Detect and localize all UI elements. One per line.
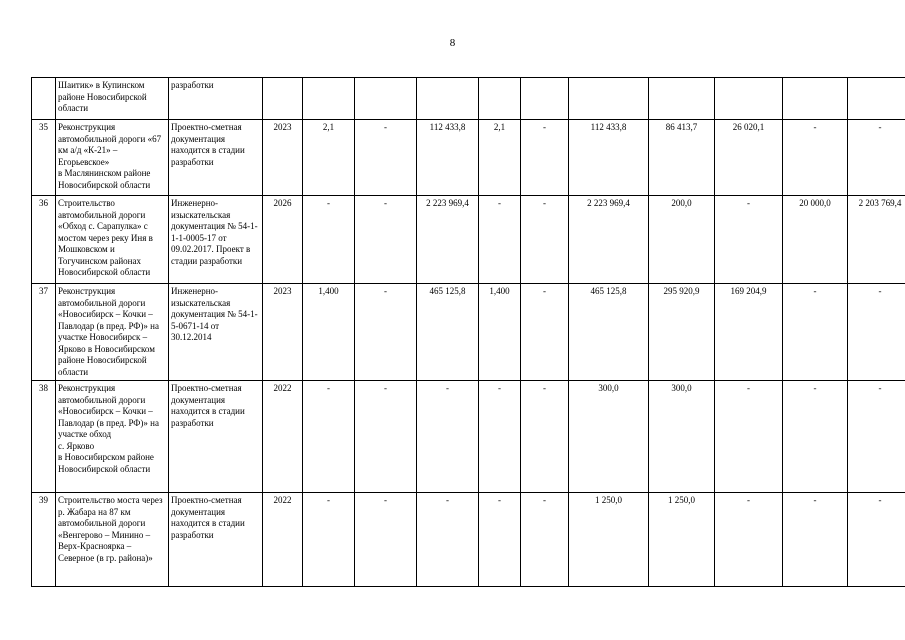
year-cell: 2023 [263, 284, 303, 381]
table-row [32, 120, 905, 196]
value-cell: 20 000,0 [783, 196, 848, 284]
row-number: 38 [32, 381, 56, 493]
value-cell [715, 78, 783, 120]
value-cell: 26 020,1 [715, 120, 783, 196]
year-cell [263, 78, 303, 120]
value-cell: - [355, 196, 417, 284]
value-cell [649, 78, 715, 120]
value-cell: - [479, 196, 521, 284]
page-number: 8 [449, 37, 456, 49]
documentation-status: Инженерно-изыскательская документация № 54-1-5-0671-14 от 30.12.2014 [169, 284, 263, 381]
value-cell: 86 413,7 [649, 120, 715, 196]
value-cell: - [715, 381, 783, 493]
value-cell: 295 920,9 [649, 284, 715, 381]
table-row [32, 381, 905, 493]
value-cell: - [521, 284, 569, 381]
value-cell: - [783, 120, 848, 196]
value-cell: - [417, 493, 479, 587]
value-cell [783, 78, 848, 120]
object-name: Шаитик» в Купинском районе Новосибирской области [56, 78, 169, 120]
documentation-status: Проектно-сметная документация находится в стадии разработки [169, 381, 263, 493]
value-cell: 2,1 [303, 120, 355, 196]
value-cell [569, 78, 649, 120]
value-cell: - [848, 120, 905, 196]
value-cell: - [848, 381, 905, 493]
value-cell: 2,1 [479, 120, 521, 196]
row-number: 37 [32, 284, 56, 381]
projects-table [31, 77, 905, 587]
row-number: 36 [32, 196, 56, 284]
value-cell: 300,0 [569, 381, 649, 493]
value-cell: 200,0 [649, 196, 715, 284]
value-cell: 1,400 [479, 284, 521, 381]
value-cell: - [521, 493, 569, 587]
value-cell: - [783, 284, 848, 381]
value-cell: 1,400 [303, 284, 355, 381]
object-name: Реконструкция автомобильной дороги «67 км а/д «К-21» – Егорьевское» в Маслянинском районе Новосибирской области [56, 120, 169, 196]
value-cell: - [715, 196, 783, 284]
value-cell: - [479, 493, 521, 587]
value-cell: 2 203 769,4 [848, 196, 905, 284]
value-cell: - [355, 120, 417, 196]
value-cell: 112 433,8 [569, 120, 649, 196]
value-cell: 1 250,0 [569, 493, 649, 587]
value-cell: - [521, 381, 569, 493]
year-cell: 2022 [263, 493, 303, 587]
row-number: 39 [32, 493, 56, 587]
value-cell: - [715, 493, 783, 587]
value-cell [355, 78, 417, 120]
documentation-status: Проектно-сметная документация находится в стадии разработки [169, 120, 263, 196]
value-cell: - [521, 120, 569, 196]
documentation-status: Проектно-сметная документация находится в стадии разработки [169, 493, 263, 587]
value-cell: 300,0 [649, 381, 715, 493]
value-cell: 465 125,8 [569, 284, 649, 381]
table-row [32, 78, 905, 120]
documentation-status: Инженерно-изыскательская документация № 54-1-1-1-0005-17 от 09.02.2017. Проект в стадии разработки [169, 196, 263, 284]
value-cell: - [355, 284, 417, 381]
object-name: Реконструкция автомобильной дороги «Новосибирск – Кочки – Павлодар (в пред. РФ)» на участке обход с. Ярково в Новосибирском районе Новосибирской области [56, 381, 169, 493]
value-cell: - [479, 381, 521, 493]
value-cell: 112 433,8 [417, 120, 479, 196]
value-cell: 2 223 969,4 [569, 196, 649, 284]
value-cell: 1 250,0 [649, 493, 715, 587]
object-name: Строительство автомобильной дороги «Обход с. Сарапулка» с мостом через реку Иня в Мошковском и Тогучинском районах Новосибирской области [56, 196, 169, 284]
value-cell: - [848, 493, 905, 587]
table-row [32, 196, 905, 284]
value-cell: - [417, 381, 479, 493]
table-row [32, 284, 905, 381]
value-cell: 169 204,9 [715, 284, 783, 381]
value-cell [417, 78, 479, 120]
value-cell [303, 78, 355, 120]
year-cell: 2023 [263, 120, 303, 196]
value-cell: - [355, 381, 417, 493]
object-name: Реконструкция автомобильной дороги «Новосибирск – Кочки – Павлодар (в пред. РФ)» на участке Новосибирск – Ярково в Новосибирском районе Новосибирской области [56, 284, 169, 381]
documentation-status: разработки [169, 78, 263, 120]
value-cell: - [303, 381, 355, 493]
row-number: 35 [32, 120, 56, 196]
value-cell: 465 125,8 [417, 284, 479, 381]
value-cell [848, 78, 905, 120]
table-row [32, 493, 905, 587]
year-cell: 2022 [263, 381, 303, 493]
object-name: Строительство моста через р. Жабара на 87 км автомобильной дороги «Венгерово – Минино – Верх-Красноярка – Северное (в гр. района)» [56, 493, 169, 587]
value-cell: 2 223 969,4 [417, 196, 479, 284]
year-cell: 2026 [263, 196, 303, 284]
value-cell [521, 78, 569, 120]
value-cell [479, 78, 521, 120]
value-cell: - [521, 196, 569, 284]
value-cell: - [355, 493, 417, 587]
value-cell: - [783, 493, 848, 587]
value-cell: - [783, 381, 848, 493]
value-cell: - [303, 493, 355, 587]
value-cell: - [303, 196, 355, 284]
value-cell: - [848, 284, 905, 381]
row-number [32, 78, 56, 120]
